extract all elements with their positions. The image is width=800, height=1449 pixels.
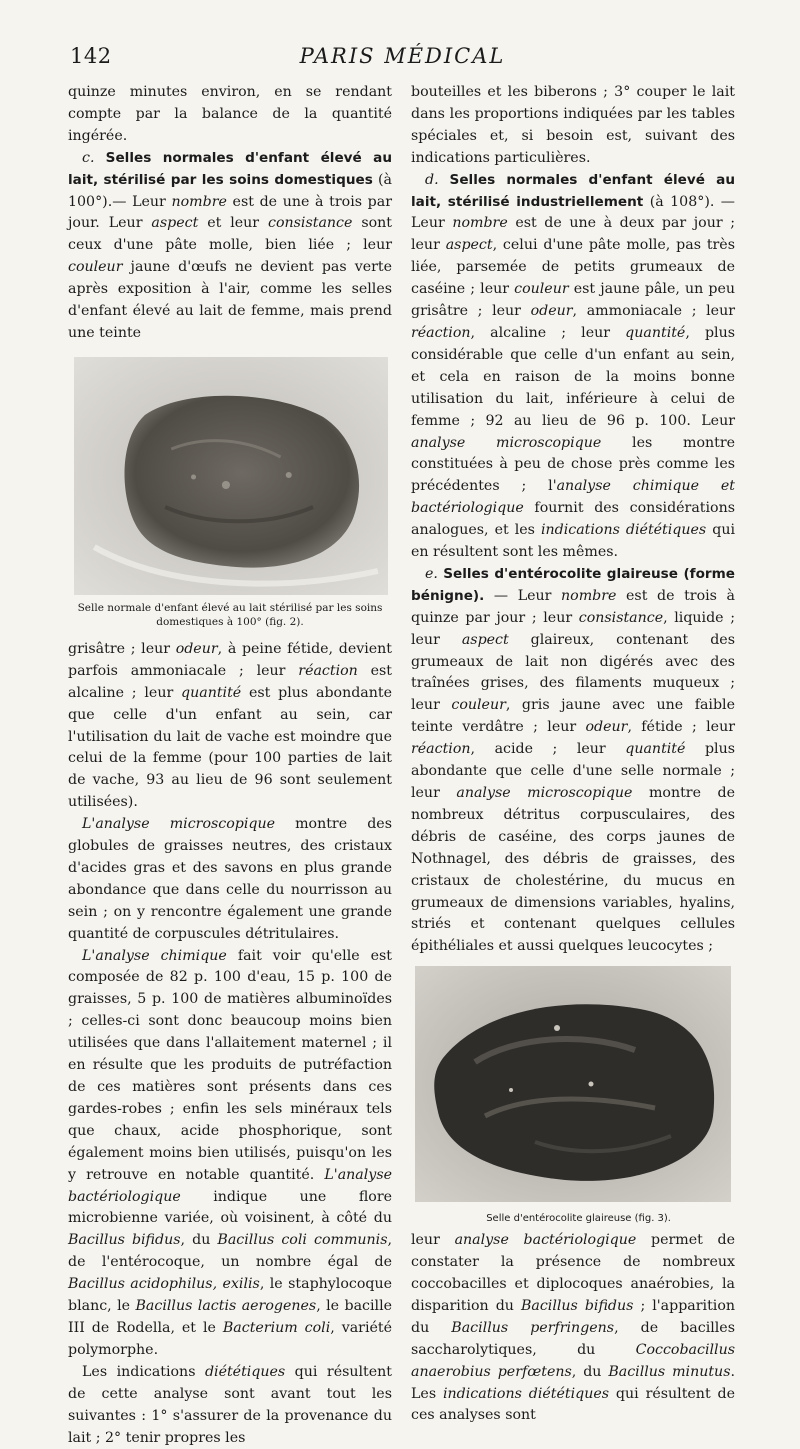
figure-2-caption: Selle normale d'enfant élevé au lait stérilisé par les soins domestiques à 100° (fig. 2).	[77, 601, 383, 628]
italic-term: réaction	[298, 662, 358, 679]
italic-term: consistance	[268, 215, 353, 232]
italic-term: quantité	[181, 684, 242, 701]
italic-term: quantité	[625, 741, 686, 758]
section-marker: d.	[425, 171, 439, 188]
section-heading: Selles normales d'enfant élevé au lait, stérilisé par les soins domestiques	[68, 149, 393, 188]
italic-term: Bacillus bifidus	[68, 1232, 181, 1249]
italic-term: aspect	[461, 631, 509, 648]
italic-term: L'analyse bactériologique	[68, 1166, 392, 1205]
section-d	[411, 170, 735, 564]
page-number: 142	[70, 44, 112, 68]
paragraph: L'analyse chimique fait voir qu'elle est composée de 82 p. 100 d'eau, 15 p. 100 de graisses, 5 p. 100 de matières albuminoïdes ; celles-ci sont donc beaucoup moins bien utilisées que dans l'allaitement maternel ; il en résulte que les produits de putréfaction de ces matières sont présents dans ces gardes-robes ; enfin les sels minéraux tels que chaux, acide phosphorique, sont également moins bien utilisés, puisqu'on les y retrouve en notable quantité. L'analyse bactériologique indique une flore microbienne variée, où voisinent, à côté du Bacillus bifidus, du Bacillus coli communis, de l'entérocoque, un nombre égal de Bacillus acidophilus, exilis, le staphylocoque blanc, le Bacillus lactis aerogenes, le bacille III de Rodella, et le Bacterium coli, variété polymorphe.	[68, 947, 393, 1358]
italic-term: Bacillus bifidus	[520, 1297, 634, 1314]
italic-term: aspect	[445, 237, 493, 254]
italic-term: couleur	[451, 697, 506, 714]
figure-2-photo	[74, 357, 388, 595]
italic-term: couleur	[68, 259, 123, 276]
stool-photo-image	[415, 966, 731, 1202]
italic-term: indications diététiques	[540, 522, 707, 539]
italic-term: aspect	[151, 215, 199, 232]
italic-term: odeur	[585, 719, 628, 736]
paragraph: quinze minutes environ, en se rendant compte par la balance de la quantité ingérée.	[68, 84, 392, 144]
paragraph: leur analyse bactériologique permet de constater la présence de nombreux coccobacilles et diplocoques anaérobies, la disparition du Bacillus bifidus ; l'apparition du Bacillus perfringens, de bacilles saccharolytiques, du Coccobacillus anaerobius perfœtens, du Bacillus minutus. Les indications diététiques qui résultent de ces analyses sont	[411, 1232, 736, 1424]
paragraph: grisâtre ; leur odeur, à peine fétide, devient parfois ammoniacale ; leur réaction est alcaline ; leur quantité est plus abondante que celle d'un enfant au sein, car l'utilisation du lait de vache est moindre que celui de la femme (pour 100 parties de lait de vache, 93 au lieu de 96 sont seulement utilisées).	[68, 640, 393, 811]
section-marker: c.	[82, 149, 95, 166]
italic-term: Coccobacillus anaerobius perfœtens	[411, 1341, 735, 1380]
right-column	[411, 82, 735, 1427]
left-column	[68, 82, 392, 1449]
italic-term: analyse microscopique	[411, 434, 602, 451]
section-heading-tail: (à 108°). —	[643, 193, 735, 210]
italic-term: L'analyse chimique	[82, 947, 227, 964]
italic-term: nombre	[171, 193, 227, 210]
italic-term: odeur	[530, 303, 573, 320]
italic-term: couleur	[514, 281, 569, 298]
figure-3-photo	[415, 966, 731, 1202]
section-e	[411, 564, 735, 958]
italic-term: analyse chimique et bactériologique	[411, 478, 735, 517]
section-text: Leur nombre est de trois à quinze par jour ; leur consistance, liquide ; leur aspect glaireux, contenant des grumeaux de lait non digérés avec des traînées grises, des filaments muqueux ; leur couleur, gris jaune avec une faible teinte verdâtre ; leur odeur, fétide ; leur réaction, acide ; leur quantité plus abondante que celle d'une selle normale ; leur analyse microscopique montre de nombreux détritus corpusculaires, des débris de caséine, des corps jaunes de Nothnagel, des débris de graisses, des cristaux de cholestérine, du mucus en grumeaux de dimensions variables, hyalins, striés et contenant quelques cellules épithéliales et aussi quelques leucocytes ;	[411, 587, 735, 955]
italic-term: L'analyse microscopique	[82, 816, 275, 833]
italic-term: consistance	[578, 609, 664, 626]
section-text: Leur nombre est de une à trois par jour. Leur aspect et leur consistance sont ceux d'une pâte molle, bien liée ; leur couleur jaune d'œufs ne devient pas verte après exposition à l'air, comme les selles d'enfant élevé au lait de femme, mais prend une teinte	[68, 193, 393, 341]
italic-term: diététiques	[204, 1363, 286, 1380]
paragraph: bouteilles et les biberons ; 3° couper le lait dans les proportions indiquées par les tables spéciales et, si besoin est, suivant des indications particulières.	[411, 84, 735, 166]
italic-term: Bacillus minutus	[608, 1363, 731, 1380]
italic-term: nombre	[561, 587, 617, 604]
italic-term: Bacillus coli communis	[217, 1232, 388, 1249]
italic-term: Bacillus acidophilus, exilis	[68, 1276, 260, 1293]
section-c	[68, 148, 392, 345]
figure-3-caption: Selle d'entérocolite glaireuse (fig. 3).	[486, 1213, 671, 1225]
stool-photo-image	[74, 357, 388, 595]
italic-term: analyse bactériologique	[454, 1232, 637, 1249]
italic-term: analyse microscopique	[456, 785, 633, 801]
paragraph: Les indications diététiques qui résultent de cette analyse sont avant tout les suivantes : 1° s'assurer de la provenance du lait ; 2° tenir propres les	[68, 1363, 392, 1446]
italic-term: indications diététiques	[443, 1385, 610, 1402]
italic-term: Bacillus lactis aerogenes	[135, 1298, 317, 1315]
italic-term: nombre	[452, 215, 508, 232]
section-heading: Selles d'entérocolite glaireuse (forme bénigne).	[411, 565, 735, 604]
running-title: PARIS MÉDICAL	[299, 44, 506, 68]
italic-term: quantité	[625, 324, 686, 341]
italic-term: réaction	[411, 324, 471, 341]
page-header	[70, 38, 735, 72]
section-text: Leur nombre est de une à deux par jour ; leur aspect, celui d'une pâte molle, pas très liée, parsemée de petits grumeaux de caséine ; leur couleur est jaune pâle, un peu grisâtre ; leur odeur, ammoniacale ; leur réaction, alcaline ; leur quantité, plus considérable que celle d'un enfant au sein, et cela en raison de la moins bonne utilisation du lait, inférieure à celui de femme ; 92 au lieu de 96 p. 100. Leur analyse microscopique les montre constituées à peu de chose près comme les précédentes ; l'analyse chimique et bactériologique fournit des considérations analogues, et les indications diététiques qui en résultent sont les mêmes.	[411, 215, 736, 561]
italic-term: réaction	[411, 741, 471, 758]
section-heading-tail: —	[484, 587, 518, 604]
italic-term: odeur	[175, 640, 218, 657]
italic-term: Bacterium coli	[222, 1319, 331, 1336]
section-heading-tail: (à 100°).—	[68, 171, 392, 210]
paragraph: L'analyse microscopique montre des globules de graisses neutres, des cristaux d'acides gras et des savons en plus grande abondance que dans celle du nourrisson au sein ; on y rencontre également une grande quantité de corpuscules détritulaires.	[68, 816, 392, 942]
section-marker: e.	[425, 565, 438, 582]
section-heading: Selles normales d'enfant élevé au lait, stérilisé industriellement	[411, 171, 735, 210]
italic-term: Bacillus perfringens	[451, 1319, 615, 1336]
